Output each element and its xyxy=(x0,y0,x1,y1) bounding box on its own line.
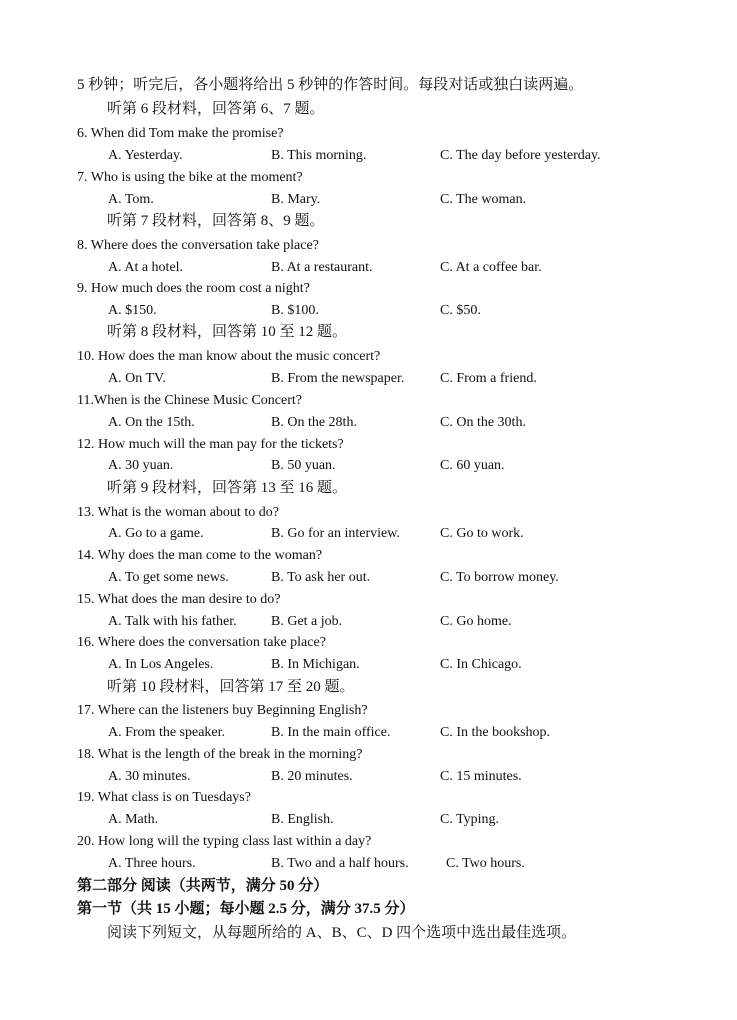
intro-line: 5 秒钟；听完后，各小题将给出 5 秒钟的作答时间。每段对话或独白读两遍。 xyxy=(77,77,584,93)
option-b: B. To ask her out. xyxy=(271,570,371,585)
option-a: A. Talk with his father. xyxy=(108,614,237,629)
option-b: B. Two and a half hours. xyxy=(271,856,409,871)
option-b: B. 20 minutes. xyxy=(271,769,353,784)
option-a: A. To get some news. xyxy=(108,570,229,585)
option-c: C. Typing. xyxy=(440,812,500,827)
section-heading: 听第 7 段材料，回答第 8、9 题。 xyxy=(107,213,325,229)
option-c: C. In the bookshop. xyxy=(440,725,551,740)
question-stem: 18. What is the length of the break in the morning? xyxy=(77,747,363,762)
option-c: C. Go to work. xyxy=(440,526,524,541)
option-a: A. At a hotel. xyxy=(108,260,184,275)
section-heading: 听第 6 段材料，回答第 6、7 题。 xyxy=(107,101,325,117)
option-a: A. In Los Angeles. xyxy=(108,657,214,672)
option-c: C. $50. xyxy=(440,303,481,318)
option-b: B. Go for an interview. xyxy=(271,526,400,541)
option-a: A. 30 minutes. xyxy=(108,769,191,784)
question-stem: 7. Who is using the bike at the moment? xyxy=(77,170,303,185)
option-a: A. Three hours. xyxy=(108,856,196,871)
section-heading: 听第 10 段材料，回答第 17 至 20 题。 xyxy=(107,679,355,695)
option-a: A. From the speaker. xyxy=(108,725,226,740)
question-stem: 14. Why does the man come to the woman? xyxy=(77,548,323,563)
option-b: B. This morning. xyxy=(271,148,367,163)
option-b: B. 50 yuan. xyxy=(271,458,336,473)
part-title: 第二部分 阅读（共两节，满分 50 分） xyxy=(77,878,329,894)
option-b: B. Get a job. xyxy=(271,614,343,629)
question-stem: 15. What does the man desire to do? xyxy=(77,592,281,607)
option-b: B. English. xyxy=(271,812,334,827)
option-a: A. $150. xyxy=(108,303,157,318)
question-stem: 10. How does the man know about the music concert? xyxy=(77,349,381,364)
option-a: A. On the 15th. xyxy=(108,415,195,430)
option-b: B. On the 28th. xyxy=(271,415,357,430)
option-c: C. 15 minutes. xyxy=(440,769,522,784)
question-stem: 12. How much will the man pay for the tickets? xyxy=(77,437,344,452)
option-c: C. Two hours. xyxy=(446,856,525,871)
option-c: C. From a friend. xyxy=(440,371,537,386)
option-b: B. $100. xyxy=(271,303,319,318)
option-a: A. 30 yuan. xyxy=(108,458,174,473)
option-c: C. In Chicago. xyxy=(440,657,522,672)
section-heading: 听第 8 段材料，回答第 10 至 12 题。 xyxy=(107,324,348,340)
option-c: C. Go home. xyxy=(440,614,512,629)
option-c: C. The woman. xyxy=(440,192,527,207)
question-stem: 13. What is the woman about to do? xyxy=(77,505,279,520)
question-stem: 17. Where can the listeners buy Beginning English? xyxy=(77,703,368,718)
question-stem: 16. Where does the conversation take place? xyxy=(77,635,326,650)
question-stem: 19. What class is on Tuesdays? xyxy=(77,790,251,805)
option-a: A. Go to a game. xyxy=(108,526,204,541)
question-stem: 6. When did Tom make the promise? xyxy=(77,126,284,141)
option-c: C. 60 yuan. xyxy=(440,458,505,473)
question-stem: 11.When is the Chinese Music Concert? xyxy=(77,393,302,408)
option-a: A. Tom. xyxy=(108,192,154,207)
question-stem: 20. How long will the typing class last within a day? xyxy=(77,834,372,849)
option-c: C. On the 30th. xyxy=(440,415,526,430)
option-c: C. The day before yesterday. xyxy=(440,148,601,163)
question-stem: 8. Where does the conversation take place? xyxy=(77,238,319,253)
option-c: C. At a coffee bar. xyxy=(440,260,542,275)
option-a: A. On TV. xyxy=(108,371,166,386)
section-title: 第一节（共 15 小题；每小题 2.5 分，满分 37.5 分） xyxy=(77,901,415,917)
option-b: B. In the main office. xyxy=(271,725,391,740)
option-b: B. In Michigan. xyxy=(271,657,360,672)
option-c: C. To borrow money. xyxy=(440,570,559,585)
option-b: B. At a restaurant. xyxy=(271,260,373,275)
section-heading: 听第 9 段材料，回答第 13 至 16 题。 xyxy=(107,480,348,496)
question-stem: 9. How much does the room cost a night? xyxy=(77,281,310,296)
option-a: A. Yesterday. xyxy=(108,148,183,163)
instruction-text: 阅读下列短文，从每题所给的 A、B、C、D 四个选项中选出最佳选项。 xyxy=(107,925,577,941)
option-b: B. Mary. xyxy=(271,192,321,207)
option-b: B. From the newspaper. xyxy=(271,371,405,386)
option-a: A. Math. xyxy=(108,812,159,827)
